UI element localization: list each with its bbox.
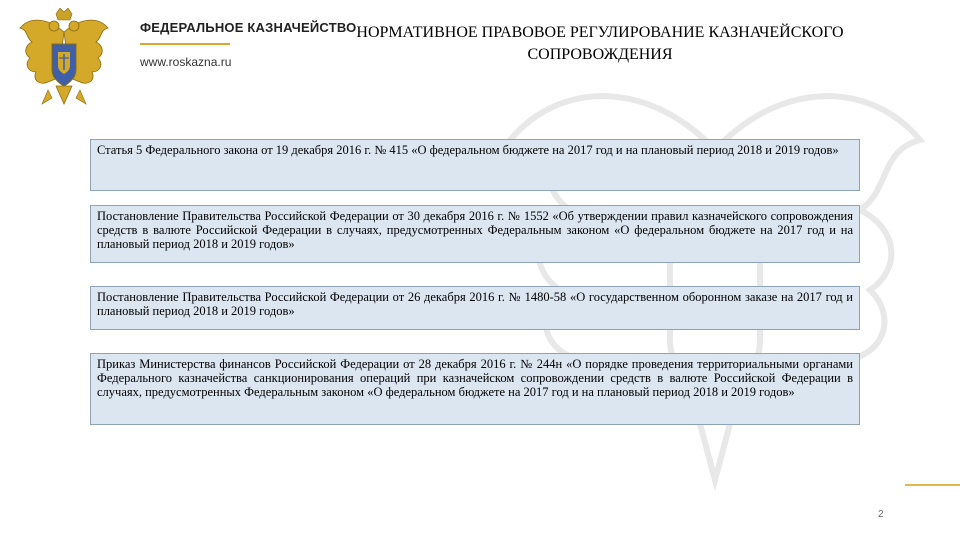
organization-website-link[interactable]: www.roskazna.ru bbox=[140, 55, 232, 69]
double-headed-eagle-emblem-icon bbox=[18, 8, 110, 116]
regulation-item: Постановление Правительства Российской Федерации от 26 декабря 2016 г. № 1480-58 «О государственном оборонном заказе на 2017 год и плановый период 2018 и 2019 годов» bbox=[90, 286, 860, 330]
regulation-item: Статья 5 Федерального закона от 19 декабря 2016 г. № 415 «О федеральном бюджете на 2017 год и на плановый период 2018 и 2019 годов» bbox=[90, 139, 860, 191]
decorative-accent-line bbox=[905, 484, 960, 486]
header-divider bbox=[140, 43, 230, 45]
regulation-item: Приказ Министерства финансов Российской Федерации от 28 декабря 2016 г. № 244н «О порядке проведения территориальными органами Федерального казначейства санкционирования операций при казначейском сопровождении средств в валюте Российской Федерации в случаях, предусмотренных Федеральным законом «О федеральном бюджете на 2017 год и на плановый период 2018 и 2019 годов» bbox=[90, 353, 860, 425]
slide-title: НОРМАТИВНОЕ ПРАВОВОЕ РЕГУЛИРОВАНИЕ КАЗНАЧЕЙСКОГО СОПРОВОЖДЕНИЯ bbox=[356, 24, 844, 63]
page-number: 2 bbox=[878, 509, 884, 520]
organization-name: ФЕДЕРАЛЬНОЕ КАЗНАЧЕЙСТВО bbox=[140, 20, 357, 35]
regulation-item: Постановление Правительства Российской Федерации от 30 декабря 2016 г. № 1552 «Об утверждении правил казначейского сопровождения средств в валюте Российской Федерации в случаях, предусмотренных Федеральным законом «О федеральном бюджете на 2017 год и на плановый период 2018 и 2019 годов» bbox=[90, 205, 860, 263]
